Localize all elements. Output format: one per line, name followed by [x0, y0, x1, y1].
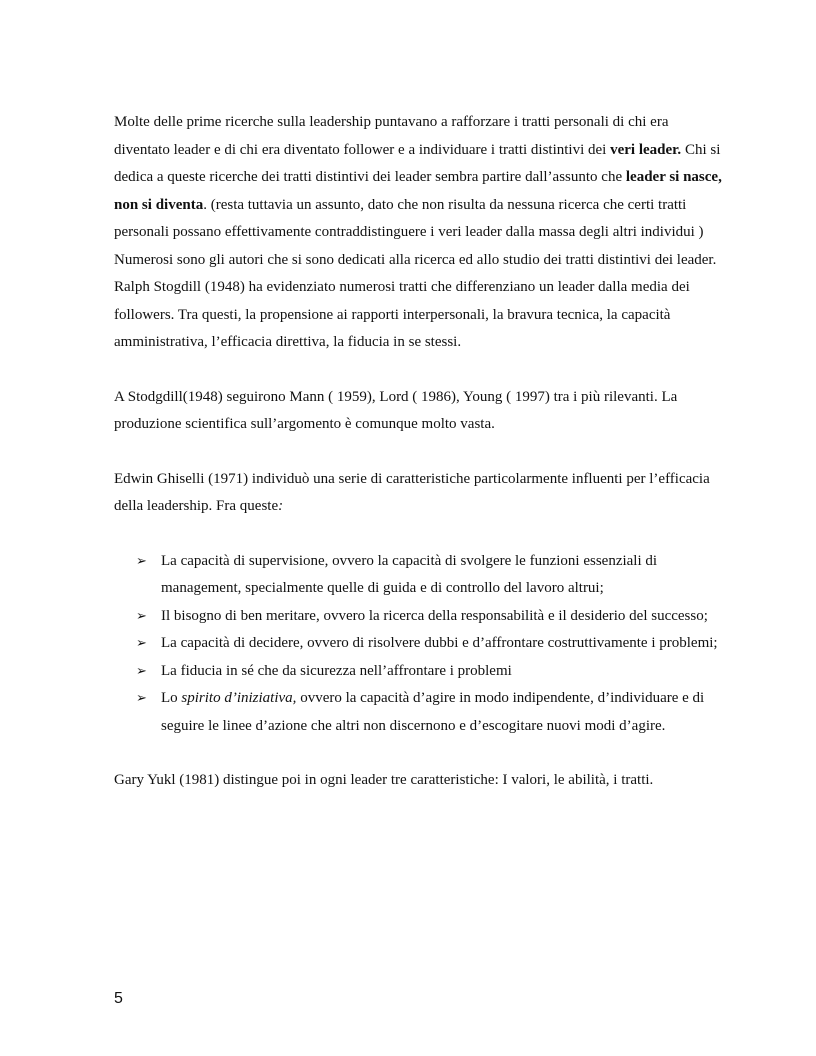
characteristics-list	[114, 548, 726, 741]
spacer	[114, 439, 726, 466]
arrow-bullet-icon: ➢	[136, 553, 147, 569]
list-item	[114, 603, 726, 631]
page-number: 5	[114, 990, 123, 1007]
list-item-text: La capacità di supervisione, ovvero la capacità di svolgere le funzioni essenziali di management, specialmente quelle di guida e di controllo del lavoro altrui;	[161, 552, 658, 596]
list-item	[114, 658, 726, 686]
arrow-bullet-icon: ➢	[136, 691, 147, 706]
paragraph-ghiselli	[114, 466, 726, 521]
list-item-text: Il bisogno di ben meritare, ovvero la ricerca della responsabilità e il desiderio del successo;	[161, 607, 708, 624]
paragraph-intro-bold-2: leader si nasce, non si diventa	[114, 169, 722, 213]
paragraph-intro-text-2: Chi si dedica a queste ricerche dei tratti distintivi dei leader sembra partire dall’assunto che	[114, 141, 721, 185]
paragraph-yukl: Gary Yukl (1981) distingue poi in ogni leader tre caratteristiche: I valori, le abilità, i tratti.	[114, 772, 654, 788]
paragraph-ghiselli-text: Edwin Ghiselli (1971) individuò una serie di caratteristiche particolarmente influenti per l’efficacia della leadership. Fra queste	[114, 470, 710, 514]
spacer	[114, 740, 726, 767]
arrow-bullet-icon: ➢	[136, 636, 147, 651]
paragraph-intro-bold-1: veri leader.	[610, 141, 682, 158]
list-item-text: La capacità di decidere, ovvero di risolvere dubbi e d’affrontare costruttivamente i problemi;	[161, 635, 718, 651]
spacer	[114, 357, 726, 384]
list-item-text: La fiducia in sé che da sicurezza nell’affrontare i problemi	[161, 662, 512, 679]
spacer	[114, 521, 726, 548]
list-item	[114, 548, 726, 603]
paragraph-stogdill: Ralph Stogdill (1948) ha evidenziato numerosi tratti che differenziano un leader dalla media dei followers. Tra questi, la propensione ai rapporti interpersonali, la bravura tecnica, la capacità amministrativa, l’efficacia direttiva, la fiducia in se stessi.	[114, 279, 690, 350]
paragraph-intro-text-1: Molte delle prime ricerche sulla leadership puntavano a rafforzare i tratti personali di chi era diventato leader e di chi era diventato follower e a individuare i tratti distintivi dei	[114, 114, 669, 158]
document-body	[114, 109, 726, 795]
list-item	[114, 630, 726, 658]
paragraph-intro	[114, 109, 726, 247]
paragraph-intro-text-3: . (resta tuttavia un assunto, dato che non risulta da nessuna ricerca che certi tratti personali possano effettivamente contraddistinguere i veri leader dalla massa degli altri individui )	[114, 196, 704, 240]
arrow-bullet-icon: ➢	[136, 608, 147, 624]
paragraph-authors: Numerosi sono gli autori che si sono dedicati alla ricerca ed allo studio dei tratti distintivi dei leader.	[114, 251, 717, 268]
paragraph-ghiselli-colon: :	[278, 498, 284, 514]
paragraph-successors: A Stodgdill(1948) seguirono Mann ( 1959), Lord ( 1986), Young ( 1997) tra i più rilevanti. La produzione scientifica sull’argomento è comunque molto vasta.	[114, 388, 678, 432]
list-item	[114, 685, 726, 740]
list-item-text-italic: spirito d’iniziativa,	[181, 690, 297, 706]
list-item-text-pre: Lo	[161, 690, 182, 706]
list-item-text-post: ovvero la capacità d’agire in modo indipendente, d’individuare e di seguire le linee d’azione che altri non discernono e d’escogitare nuovi modi d’agire.	[161, 690, 705, 734]
arrow-bullet-icon: ➢	[136, 663, 147, 679]
